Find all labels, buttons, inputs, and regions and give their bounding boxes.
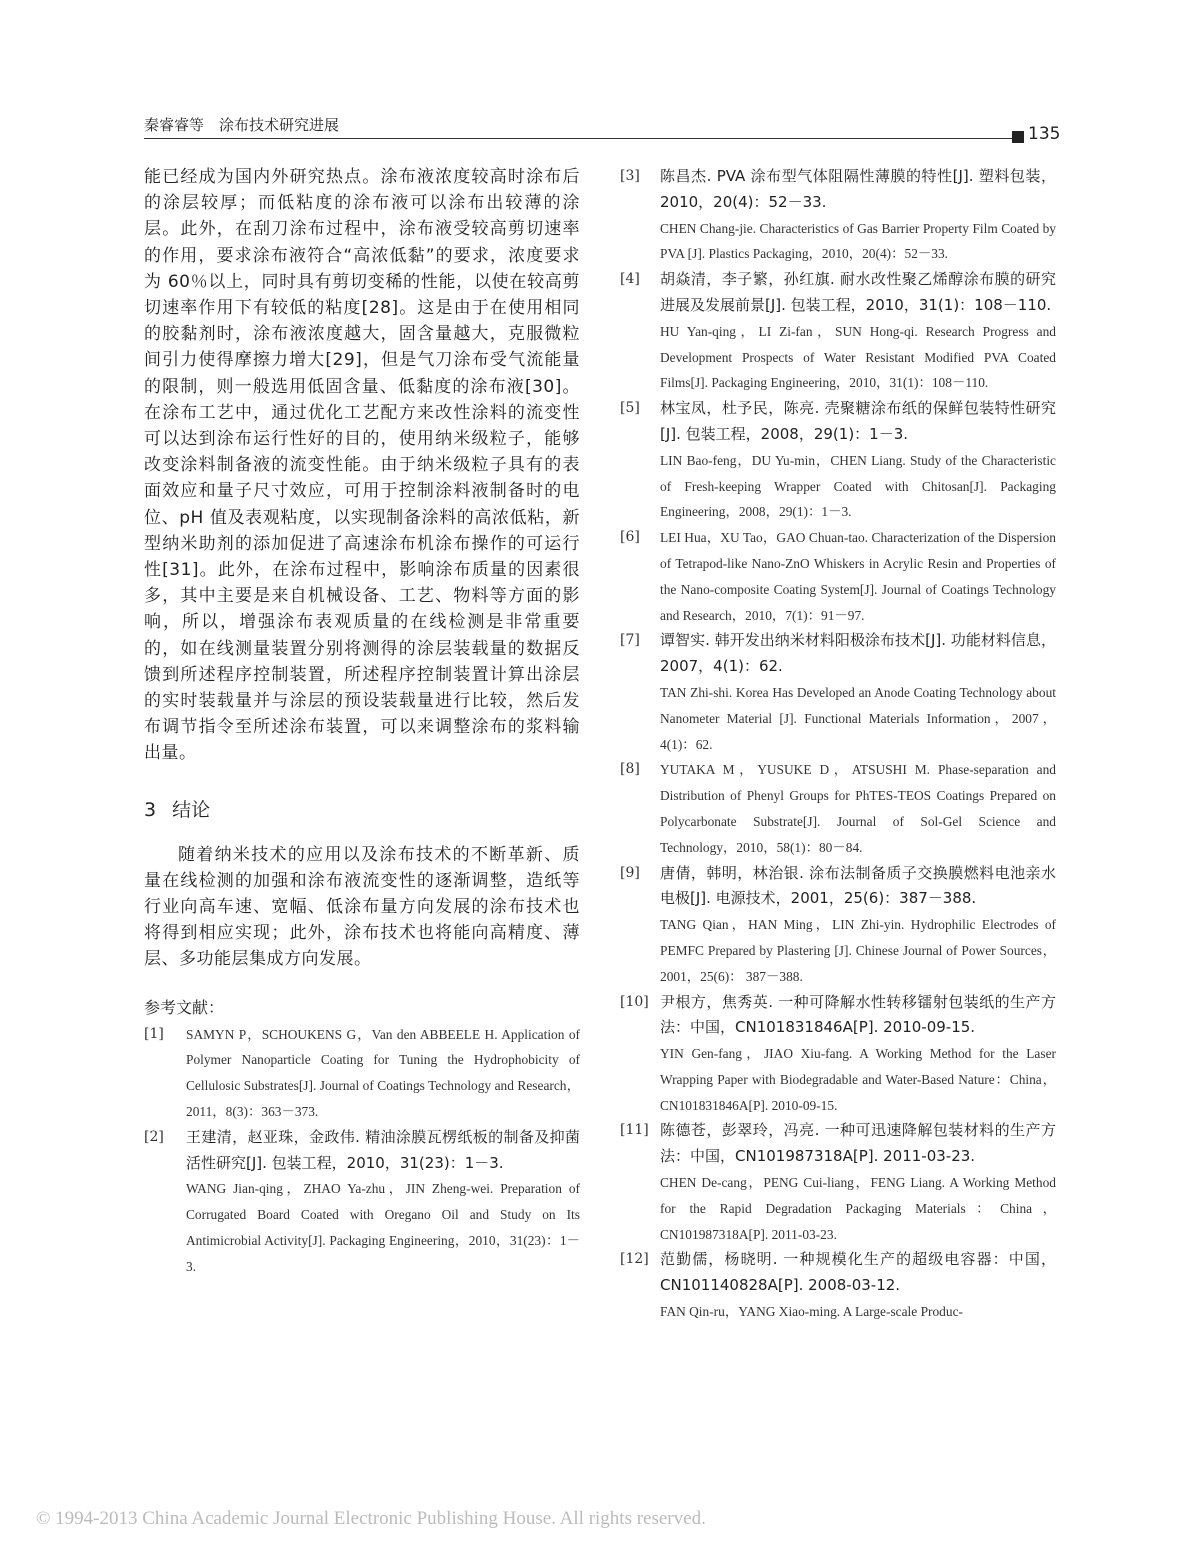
reference-chinese: 唐倩，韩明，林治银. 涂布法制备质子交换膜燃料电池亲水电极[J]. 电源技术，2001，25(6)：387－388. [660,863,1056,908]
page-number: 135 [1028,124,1061,144]
reference-number: [4] [620,271,640,288]
reference-english: YIN Gen-fang，JIAO Xiu-fang. A Working Method for the Laser Wrapping Paper with Biodegradable and Water-Based Nature：China，CN101831846A[P]. 2010-09-15. [660,1046,1056,1113]
reference-item [620,1247,1056,1324]
page-number-marker [1012,131,1024,143]
references-list-left [144,1022,580,1280]
reference-item [620,396,1056,525]
reference-chinese: 胡焱清，李子繁，孙红旗. 耐水改性聚乙烯醇涂布膜的研究进展及发展前景[J]. 包装工程，2010，31(1)：108－110. [660,270,1056,314]
header-title: 秦睿睿等 涂布技术研究进展 [144,116,340,134]
copyright-footer: © 1994-2013 China Academic Journal Electronic Publishing House. All rights reserved. [36,1508,706,1529]
reference-number: [5] [620,400,640,417]
body-paragraph-2: 随着纳米技术的应用以及涂布技术的不断革新、质量在线检测的加强和涂布液流变性的逐渐调整，造纸等行业向高车速、宽幅、低涂布量方向发展的涂布技术也将得到相应实现；此外，涂布技术也将能向高精度、薄层、多功能层集成方向发展。 [144,844,580,970]
reference-english: SAMYN P，SCHOUKENS G，Van den ABBEELE H. Application of Polymer Nanoparticle Coating for Tuning the Hydrophobicity of Cellulosic Substrates[J]. Journal of Coatings Technology and Research，2011，8(3)：363－373. [186,1026,580,1120]
running-header [144,114,1061,144]
reference-number: [1] [144,1025,164,1042]
reference-item [620,267,1056,396]
reference-item [144,1125,580,1280]
reference-number: [11] [620,1122,649,1139]
reference-english: FAN Qin-ru，YANG Xiao-ming. A Large-scale Produc- [660,1304,963,1320]
reference-item [620,757,1056,860]
left-column [144,164,580,1280]
reference-english: CHEN Chang-jie. Characteristics of Gas Barrier Property Film Coated by PVA [J]. Plastics Packaging，2010，20(4)：52－33. [660,220,1056,262]
reference-chinese: 谭智实. 韩开发出纳米材料阳极涂布技术[J]. 功能材料信息，2007，4(1)：62. [660,631,1056,676]
reference-english: LIN Bao-feng，DU Yu-min，CHEN Liang. Study of the Characteristic of Fresh-keeping Wrapper Coated with Chitosan[J]. Packaging Engineering，2008，29(1)：1－3. [660,452,1056,520]
section-title: 结论 [172,798,211,821]
reference-chinese: 陈昌杰. PVA 涂布型气体阻隔性薄膜的特性[J]. 塑料包装，2010，20(4)：52－33. [660,167,1056,211]
reference-item [144,1022,580,1125]
reference-number: [3] [620,168,640,184]
reference-english: TAN Zhi-shi. Korea Has Developed an Anode Coating Technology about Nanometer Material [J]. Functional Materials Information，2007，4(1)：62. [660,684,1056,752]
reference-number: [8] [620,761,640,778]
reference-english: TANG Qian，HAN Ming，LIN Zhi-yin. Hydrophilic Electrodes of PEMFC Prepared by Plastering [J]. Chinese Journal of Power Sources，2001，25(6)： 387－388. [660,917,1056,984]
reference-english: LEI Hua，XU Tao，GAO Chuan-tao. Characterization of the Dispersion of Tetrapod-like Nano-ZnO Whiskers in Acrylic Resin and Properties of the Nano-composite Coating System[J]. Journal of Coatings Technology and Research，2010，7(1)：91－97. [660,530,1056,623]
reference-chinese: 范勤儒，杨晓明. 一种规模化生产的超级电容器：中国，CN101140828A[P]. 2008-03-12. [660,1250,1056,1295]
reference-number: [12] [620,1251,649,1268]
reference-number: [10] [620,993,649,1010]
reference-english: CHEN De-cang，PENG Cui-liang，FENG Liang. A Working Method for the Rapid Degradation Packaging Materials：China，CN101987318A[P]. 2011-03-23. [660,1175,1056,1242]
reference-item [620,628,1056,757]
reference-chinese: 王建清，赵亚珠，金政伟. 精油涂膜瓦楞纸板的制备及抑菌活性研究[J]. 包装工程，2010，31(23)：1－3. [186,1127,580,1172]
reference-number: [6] [620,529,640,546]
references-heading: 参考文献： [144,997,225,1017]
reference-number: [9] [620,864,640,881]
reference-item [620,164,1056,267]
section-heading [144,795,580,822]
right-column [620,164,1056,1325]
reference-english: HU Yan-qing，LI Zi-fan，SUN Hong-qi. Research Progress and Development Prospects of Water Resistant Modified PVA Coated Films[J]. Packaging Engineering，2010，31(1)：108－110. [660,323,1056,391]
reference-chinese: 陈德苍，彭翠玲，冯亮. 一种可迅速降解包装材料的生产方法：中国，CN101987318A[P]. 2011-03-23. [660,1121,1056,1166]
references-list-right [620,164,1056,1325]
reference-item [620,1118,1056,1247]
reference-number: [7] [620,632,640,649]
header-rule [144,138,1014,139]
reference-number: [2] [144,1128,164,1145]
reference-chinese: 林宝凤，杜予民，陈亮. 壳聚糖涂布纸的保鲜包装特性研究[J]. 包装工程，2008，29(1)：1－3. [660,399,1056,443]
section-number: 3 [144,798,157,821]
reference-item [620,990,1056,1119]
reference-chinese: 尹根方，焦秀英. 一种可降解水性转移镭射包装纸的生产方法：中国，CN101831846A[P]. 2010-09-15. [660,992,1056,1037]
reference-english: WANG Jian-qing，ZHAO Ya-zhu，JIN Zheng-wei. Preparation of Corrugated Board Coated with Oregano Oil and Study on Its Antimicrobial Activity[J]. Packaging Engineering，2010，31(23)：1－3. [186,1181,580,1274]
body-paragraph-1: 能已经成为国内外研究热点。涂布液浓度较高时涂布后的涂层较厚；而低粘度的涂布液可以涂布出较薄的涂层。此外，在刮刀涂布过程中，涂布液受较高剪切速率的作用，要求涂布液符合“高浓低黏”的要求，浓度要求为 60％以上，同时具有剪切变稀的性能，以使在较高剪切速率作用下有较低的粘度[28]。这是由于在使用相同的胶黏剂时，涂布液浓度越大，固含量越大，克服微粒间引力使得摩擦力增大[29]，但是气刀涂布受气流能量的限制，则一般选用低固含量、低黏度的涂布液[30]。在涂布工艺中，通过优化工艺配方来改性涂料的流变性可以达到涂布运行性好的目的，使用纳米级粒子，能够改变涂料制备液的流变性能。由于纳米级粒子具有的表面效应和量子尺寸效应，可用于控制涂料液制备时的电位、pH 值及表观粘度，以实现制备涂料的高浓低粘，新型纳米助剂的添加促进了高速涂布机涂布操作的可运行性[31]。此外，在涂布过程中，影响涂布质量的因素很多，其中主要是来自机械设备、工艺、物料等方面的影响，所以，增强涂布表观质量的在线检测是非常重要的，如在线测量装置分别将测得的涂层装载量的数据反馈到所述程序控制装置，所述程序控制装置计算出涂层的实时装载量并与涂层的预设装载量进行比较，然后发布调节指令至所述涂布装置，可以来调整涂布的浆料输出量。 [144,167,580,764]
reference-item [620,525,1056,628]
reference-item [620,861,1056,990]
reference-english: YUTAKA M，YUSUKE D，ATSUSHI M. Phase-separation and Distribution of Phenyl Groups for PhTES-TEOS Coatings Prepared on Polycarbonate Substrate[J]. Journal of Sol-Gel Science and Technology，2010，58(1)：80－84. [660,762,1056,855]
